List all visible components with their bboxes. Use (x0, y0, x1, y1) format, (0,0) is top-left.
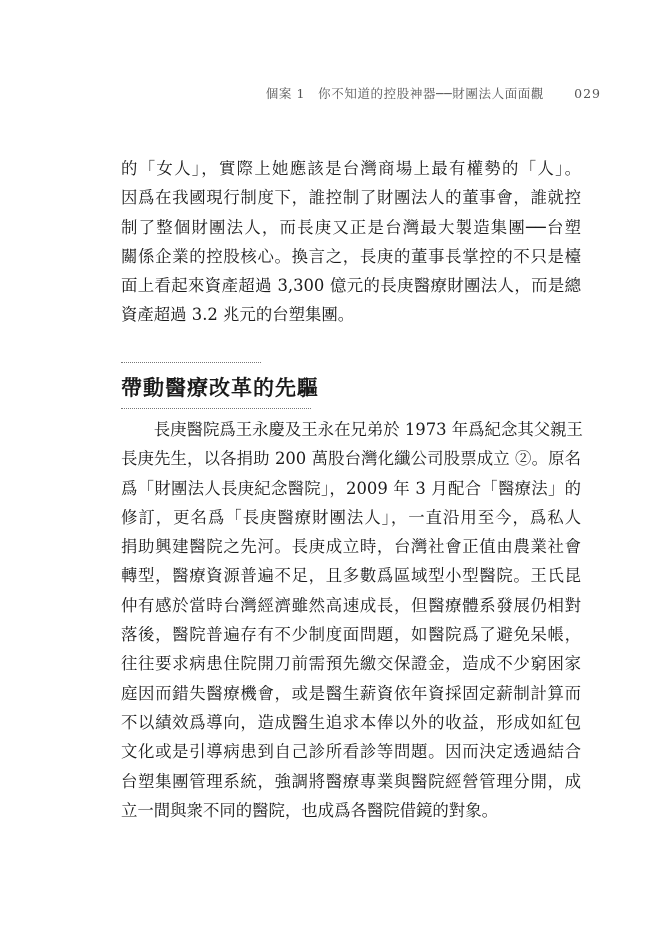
text-line: 長庚醫院爲王永慶及王永在兄弟於 1973 年爲紀念其父親王 (121, 420, 583, 439)
section-divider-top (121, 362, 261, 363)
section-divider-bottom (121, 408, 311, 409)
text-line: 長庚先生，以各捐助 200 萬股台灣化纖公司股票成立 ②。原名 (121, 449, 581, 469)
text-line: 因爲在我國現行制度下，誰控制了財團法人的董事會，誰就控 (121, 188, 581, 208)
body-paragraph-1 (121, 154, 581, 330)
text-line: 資產超過 3.2 兆元的台塑集團。 (121, 305, 355, 325)
body-paragraph-2 (121, 415, 581, 825)
text-line: 往往要求病患住院開刀前需預先繳交保證金，造成不少窮困家 (121, 654, 581, 674)
page-number: 029 (574, 86, 601, 101)
text-line: 落後，醫院普遍存有不少制度面問題，如醫院爲了避免呆帳， (121, 625, 581, 645)
text-line: 庭因而錯失醫療機會，或是醫生薪資依年資採固定薪制計算而 (121, 683, 581, 703)
running-header-title: 個案 1 你不知道的控股神器──財團法人面面觀 (265, 86, 544, 101)
text-line: 仲有感於當時台灣經濟雖然高速成長，但醫療體系發展仍相對 (121, 595, 581, 615)
section-heading: 帶動醫療改革的先驅 (121, 375, 319, 400)
text-line: 的「女人」，實際上她應該是台灣商場上最有權勢的「人」。 (121, 159, 581, 178)
text-line: 轉型，醫療資源普遍不足，且多數爲區域型小型醫院。王氏昆 (121, 566, 581, 586)
text-line: 關係企業的控股核心。換言之，長庚的董事長掌控的不只是檯 (121, 246, 581, 266)
text-line: 不以績效爲導向，造成醫生追求本俸以外的收益，形成如紅包 (121, 712, 581, 732)
text-line: 面上看起來資產超過 3,300 億元的長庚醫療財團法人，而是總 (121, 276, 581, 296)
text-line: 文化或是引導病患到自己診所看診等問題。因而決定透過結合 (121, 742, 581, 762)
running-header (120, 84, 663, 104)
text-line: 制了整個財團法人，而長庚又正是台灣最大製造集團──台塑 (121, 217, 581, 237)
text-line: 捐助興建醫院之先河。長庚成立時，台灣社會正值由農業社會 (121, 537, 581, 557)
text-line: 爲「財團法人長庚紀念醫院」，2009 年 3 月配合「醫療法」的 (121, 478, 581, 498)
text-line: 立一間與衆不同的醫院，也成爲各醫院借鏡的對象。 (121, 800, 498, 820)
text-line: 台塑集團管理系統，強調將醫療專業與醫院經營管理分開，成 (121, 771, 581, 791)
text-line: 修訂，更名爲「長庚醫療財團法人」，一直沿用至今，爲私人 (121, 507, 581, 527)
